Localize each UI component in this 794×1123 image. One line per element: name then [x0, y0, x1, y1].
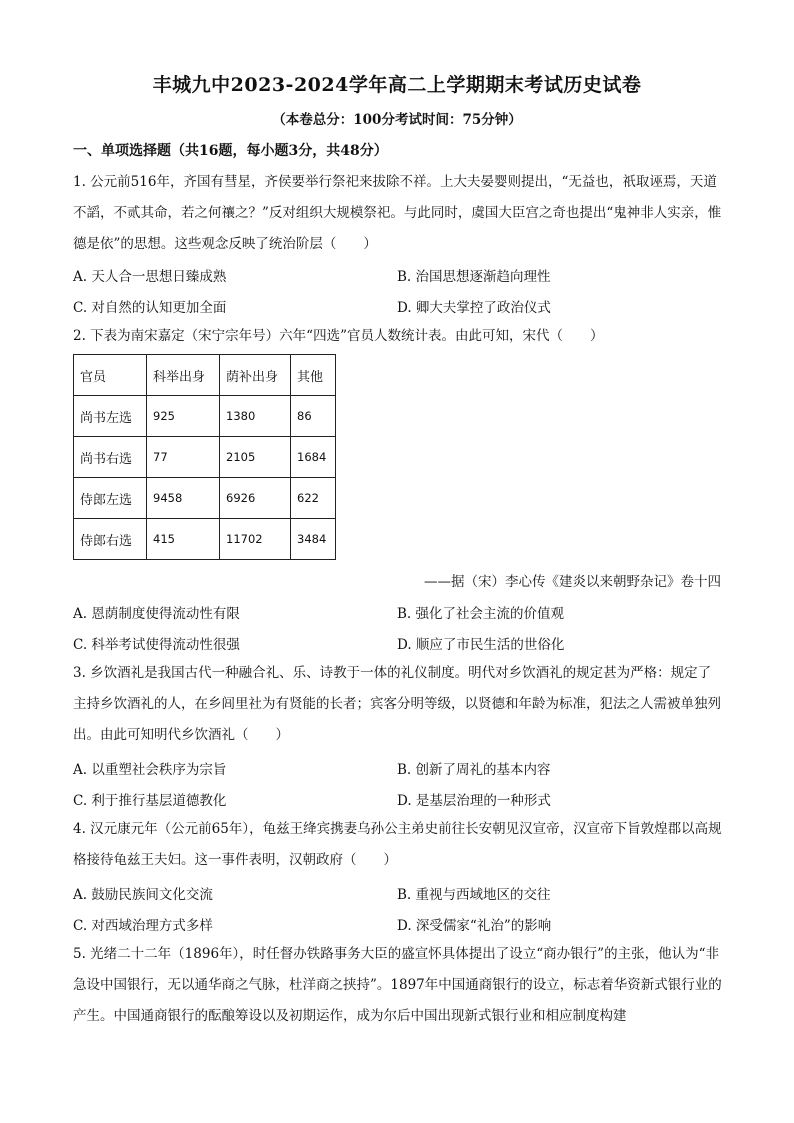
question-1-text: 1. 公元前516年，齐国有彗星，齐侯要举行祭祀来拔除不祥。上大夫晏婴则提出，“无益也，祇取诬焉，天道不謟，不贰其命，若之何禳之？”反对组织大规模祭祀。与此同时，虞国大臣宫之奇也提出“鬼神非人实亲，惟德是依”的思想。这些观念反映了统治阶层（ ）: [73, 174, 722, 252]
table-cell: 1684: [291, 437, 336, 478]
q4-option-c: C. 对西域治理方式多样: [73, 918, 213, 934]
table-source: ——据（宋）李心传《建炎以来朝野杂记》卷十四: [424, 574, 721, 590]
table-cell: 6926: [220, 478, 291, 519]
table-cell: 尚书右选: [74, 437, 147, 478]
q3-option-d: D. 是基层治理的一种形式: [397, 793, 551, 809]
q4-option-d: D. 深受儒家“礼治”的影响: [397, 918, 552, 934]
table-header-cell: 科举出身: [147, 355, 220, 396]
question-3-text: 3. 乡饮酒礼是我国古代一种融合礼、乐、诗教于一体的礼仪制度。明代对乡饮酒礼的规定甚为严格：规定了主持乡饮酒礼的人，在乡闾里社为有贤能的长者；宾客分明等级，以贤德和年龄为标准，犯法之人需被单独列出。由此可知明代乡饮酒礼（ ）: [73, 665, 721, 743]
table-cell: 77: [147, 437, 220, 478]
table-cell: 侍郎左选: [74, 478, 147, 519]
q4-option-a: A. 鼓励民族间文化交流: [73, 887, 213, 903]
table-cell: 86: [291, 396, 336, 437]
q3-option-a: A. 以重塑社会秩序为宗旨: [73, 762, 227, 778]
table-header-row: [74, 355, 336, 396]
exam-subtitle: （本卷总分：100分考试时间：75分钟）: [272, 112, 522, 128]
q2-option-b: B. 强化了社会主流的价值观: [397, 606, 565, 622]
q3-option-b: B. 创新了周礼的基本内容: [397, 762, 551, 778]
table-cell: 侍郎右选: [74, 519, 147, 560]
officials-table: [73, 354, 336, 560]
q2-option-d: D. 顺应了市民生活的世俗化: [397, 637, 565, 653]
question-2-text: 2. 下表为南宋嘉定（宋宁宗年号）六年“四选”官员人数统计表。由此可知，宋代（ ）: [73, 328, 604, 344]
table-header-cell: 荫补出身: [220, 355, 291, 396]
table-header-cell: 官员: [74, 355, 147, 396]
q3-option-c: C. 利于推行基层道德教化: [73, 793, 227, 809]
question-4-text: 4. 汉元康元年（公元前65年），龟兹王绛宾携妻乌孙公主弟史前往长安朝见汉宣帝，汉宣帝下旨敦煌郡以高规格接待龟兹王夫妇。这一事件表明，汉朝政府（ ）: [73, 821, 722, 868]
table-row: [74, 519, 336, 560]
q1-option-b: B. 治国思想逐渐趋向理性: [397, 269, 551, 285]
q1-option-d: D. 卿大夫掌控了政治仪式: [397, 300, 551, 316]
table-cell: 415: [147, 519, 220, 560]
table-cell: 1380: [220, 396, 291, 437]
table-row: [74, 396, 336, 437]
section-title: 一、单项选择题（共16题，每小题3分，共48分）: [73, 143, 388, 159]
table-cell: 2105: [220, 437, 291, 478]
table-header-cell: 其他: [291, 355, 336, 396]
question-5-text: 5. 光绪二十二年（1896年），时任督办铁路事务大臣的盛宣怀具体提出了设立“商办银行”的主张，他认为“非急设中国银行，无以通华商之气脉，杜洋商之挟持”。1897年中国通商银行的设立，标志着华资新式银行业的产生。中国通商银行的酝酿筹设以及初期运作，成为尔后中国出现新式银行业和相应制度构建: [73, 946, 722, 1024]
table-cell: 622: [291, 478, 336, 519]
q1-option-a: A. 天人合一思想日臻成熟: [73, 269, 227, 285]
table-cell: 尚书左选: [74, 396, 147, 437]
q1-option-c: C. 对自然的认知更加全面: [73, 300, 227, 316]
q2-option-a: A. 恩荫制度使得流动性有限: [73, 606, 240, 622]
exam-title: 丰城九中2023-2024学年高二上学期期末考试历史试卷: [152, 74, 642, 96]
table-row: [74, 478, 336, 519]
q4-option-b: B. 重视与西域地区的交往: [397, 887, 551, 903]
q2-option-c: C. 科举考试使得流动性很强: [73, 637, 240, 653]
table-cell: 3484: [291, 519, 336, 560]
table-cell: 11702: [220, 519, 291, 560]
table-cell: 925: [147, 396, 220, 437]
table-cell: 9458: [147, 478, 220, 519]
table-row: [74, 437, 336, 478]
